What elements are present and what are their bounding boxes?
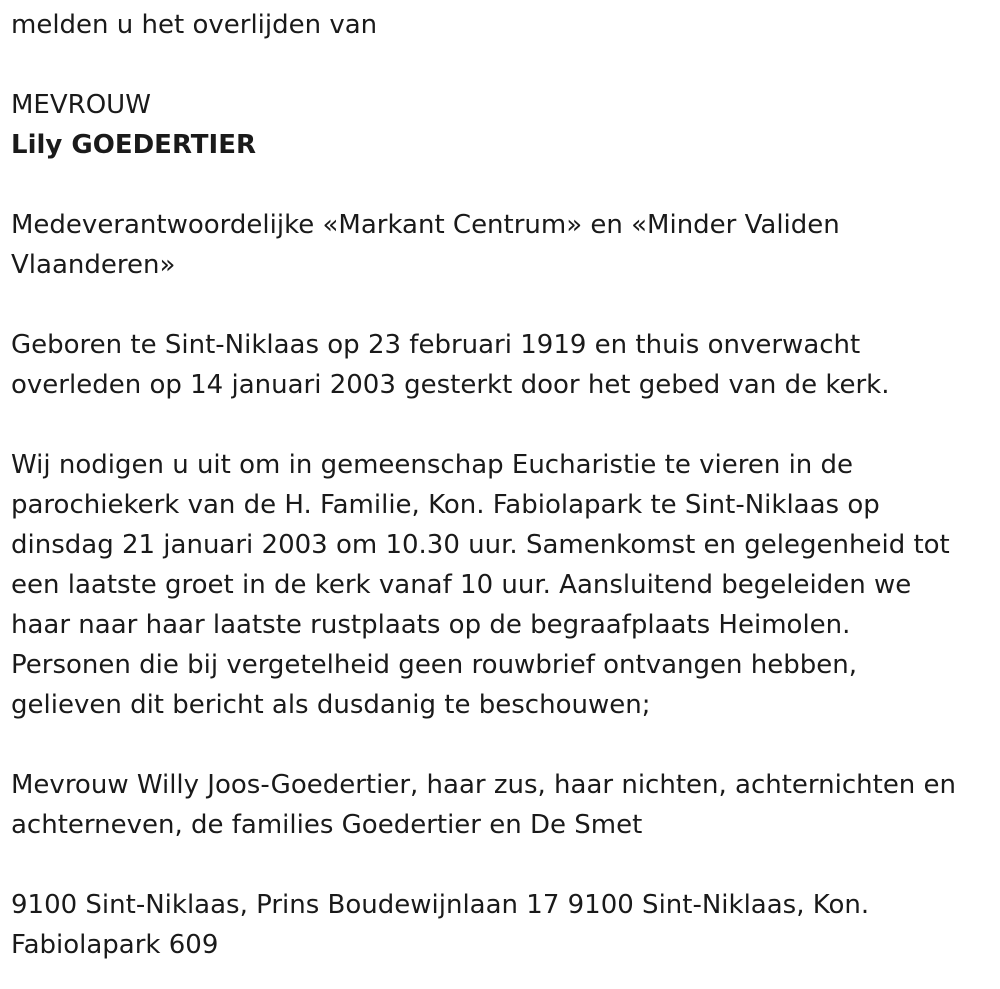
address-paragraph xyxy=(11,885,991,965)
spacer xyxy=(11,405,991,445)
obituary-document xyxy=(11,5,991,965)
birth-line: overleden op 14 januari 2003 gesterkt door het gebed van de kerk. xyxy=(11,370,890,400)
ceremony-line: Wij nodigen u uit om in gemeenschap Eucharistie te vieren in de xyxy=(11,450,854,480)
family-line: achterneven, de families Goedertier en De Smet xyxy=(11,810,643,840)
role-line: Vlaanderen» xyxy=(11,250,176,280)
spacer xyxy=(11,845,991,885)
ceremony-line: een laatste groet in de kerk vanaf 10 uur. Aansluitend begeleiden we xyxy=(11,570,912,600)
ceremony-line: parochiekerk van de H. Familie, Kon. Fabiolapark te Sint-Niklaas op xyxy=(11,490,880,520)
honorific-title: MEVROUW xyxy=(11,90,151,120)
spacer xyxy=(11,45,991,85)
ceremony-paragraph xyxy=(11,445,991,725)
intro-text: melden u het overlijden van xyxy=(11,10,378,40)
family-paragraph xyxy=(11,765,991,845)
ceremony-line: dinsdag 21 januari 2003 om 10.30 uur. Samenkomst en gelegenheid tot xyxy=(11,530,950,560)
birth-death-paragraph xyxy=(11,325,991,405)
role-line: Medeverantwoordelijke «Markant Centrum» en «Minder Validen xyxy=(11,210,840,240)
address-line: 9100 Sint-Niklaas, Prins Boudewijnlaan 17 9100 Sint-Niklaas, Kon. xyxy=(11,890,870,920)
spacer xyxy=(11,165,991,205)
spacer xyxy=(11,285,991,325)
role-paragraph xyxy=(11,205,991,285)
birth-line: Geboren te Sint-Niklaas op 23 februari 1919 en thuis onverwacht xyxy=(11,330,861,360)
deceased-name: Lily GOEDERTIER xyxy=(11,130,256,160)
ceremony-line: haar naar haar laatste rustplaats op de begraafplaats Heimolen. xyxy=(11,610,851,640)
address-line: Fabiolapark 609 xyxy=(11,930,219,960)
spacer xyxy=(11,725,991,765)
ceremony-line: gelieven dit bericht als dusdanig te beschouwen; xyxy=(11,690,651,720)
ceremony-line: Personen die bij vergetelheid geen rouwbrief ontvangen hebben, xyxy=(11,650,857,680)
family-line: Mevrouw Willy Joos-Goedertier, haar zus, haar nichten, achternichten en xyxy=(11,770,957,800)
